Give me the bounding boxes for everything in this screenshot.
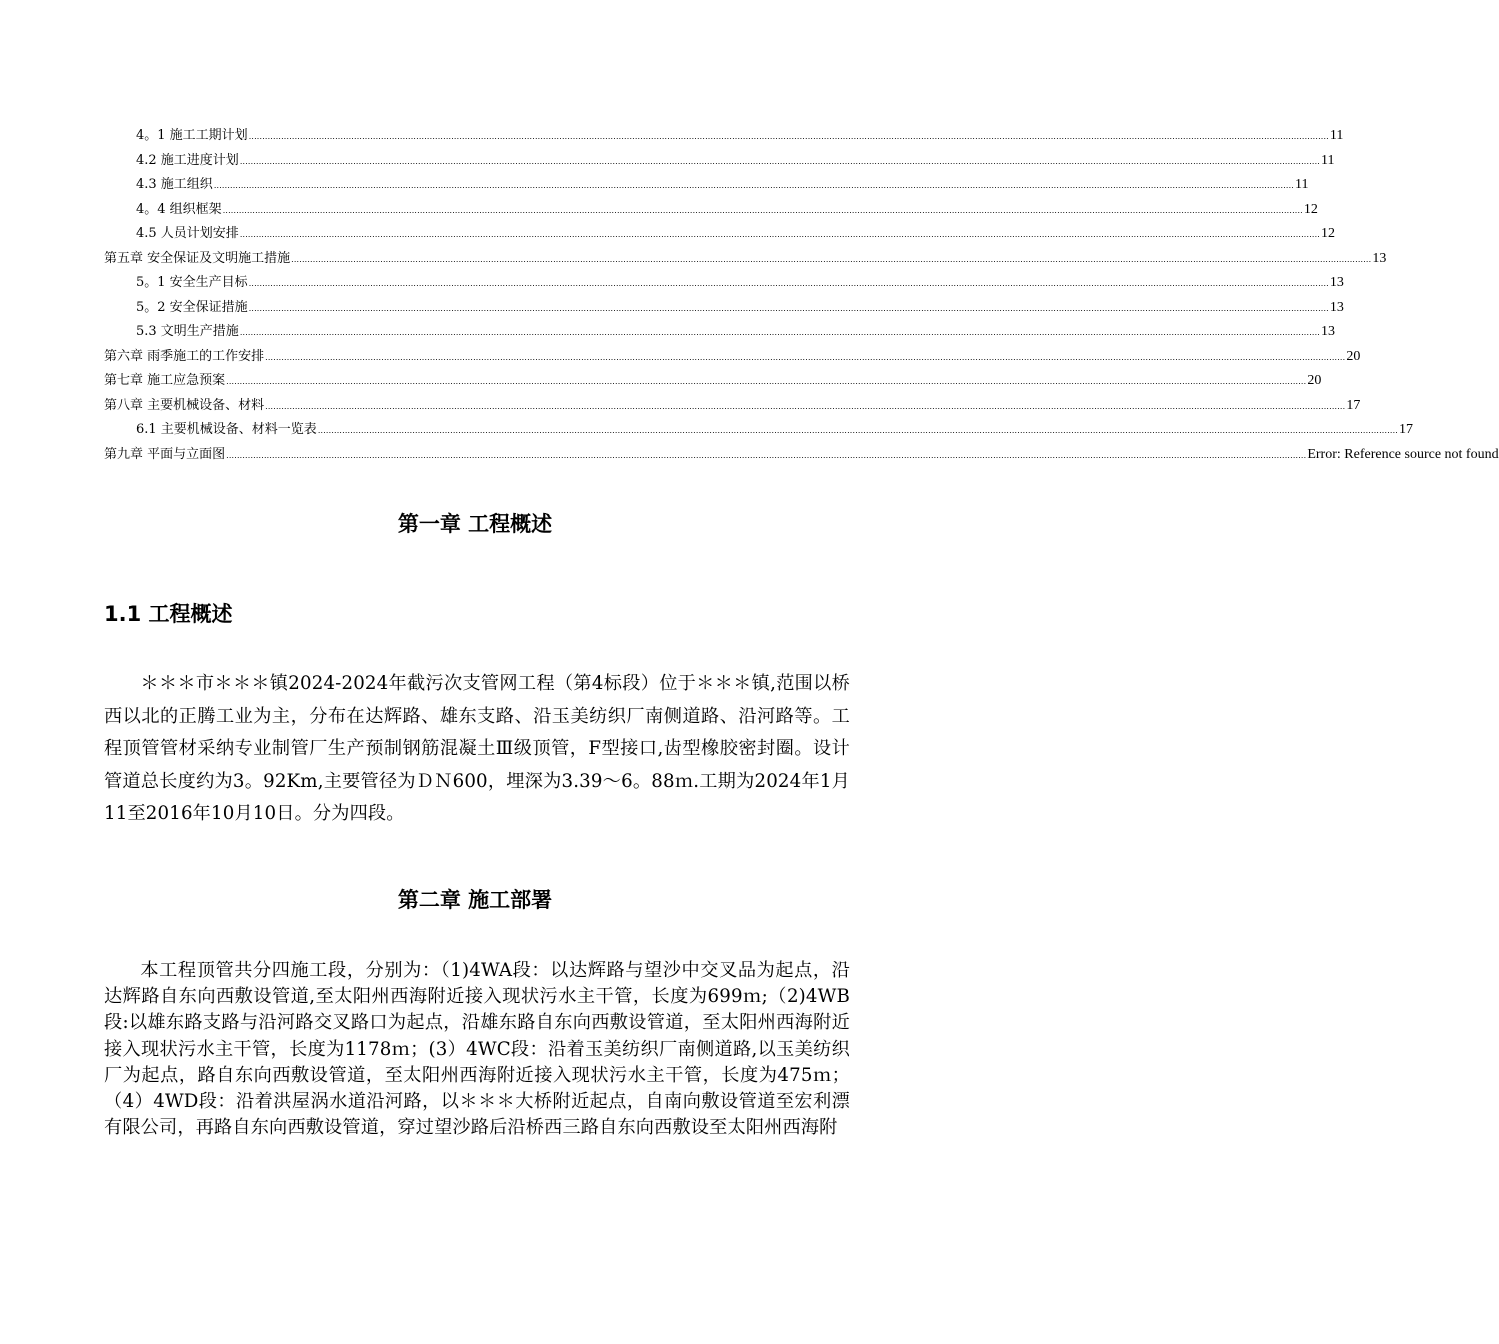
toc-entry-page: 13 <box>1321 324 1336 339</box>
toc-entry-title: 第九章 平面与立面图 <box>104 446 226 462</box>
toc-leader-dots: ................................................................................................................................................................................................................................................................................................................................................................................................................ <box>222 204 1303 215</box>
toc-entry-page: 12 <box>1303 201 1318 217</box>
toc-entry-title: 5。1 安全生产目标 <box>136 275 248 290</box>
toc-entry-title: 4。1 施工工期计划 <box>136 128 248 143</box>
toc-leader-dots: ................................................................................................................................................................................................................................................................................................................................................................................................................ <box>248 278 1329 288</box>
toc-entry-title: 4.5 人员计划安排 <box>136 226 239 241</box>
toc-entry[interactable] <box>104 247 1387 272</box>
toc-leader-dots: ................................................................................................................................................................................................................................................................................................................................................................................................................ <box>248 131 1329 141</box>
toc-entry[interactable] <box>104 124 1344 149</box>
toc-entry[interactable] <box>104 222 1336 247</box>
toc-entry-page: 11 <box>1295 177 1309 192</box>
toc-entry-page: Error: Reference source not found <box>1307 446 1499 462</box>
toc-entry-page: 11 <box>1321 152 1335 168</box>
toc-entry[interactable] <box>104 443 1499 468</box>
toc-entry[interactable] <box>104 271 1344 296</box>
toc-entry[interactable] <box>104 173 1309 198</box>
toc-entry[interactable] <box>104 418 1414 443</box>
toc-entry[interactable] <box>104 345 1361 370</box>
toc-entry[interactable] <box>104 320 1336 345</box>
toc-entry-title: 4。4 组织框架 <box>136 201 222 217</box>
toc-entry[interactable] <box>104 394 1361 419</box>
toc-entry-page: 12 <box>1321 226 1336 241</box>
toc-entry[interactable] <box>104 369 1322 394</box>
toc-leader-dots: ................................................................................................................................................................................................................................................................................................................................................................................................................ <box>291 253 1372 264</box>
toc-entry[interactable] <box>104 198 1318 223</box>
toc-entry-title: 5.3 文明生产措施 <box>136 324 239 339</box>
toc-leader-dots: ................................................................................................................................................................................................................................................................................................................................................................................................................ <box>213 180 1295 190</box>
toc-entry-title: 4.2 施工进度计划 <box>136 152 239 168</box>
project-overview-paragraph: ＊＊＊市＊＊＊镇2024-2024年截污次支管网工程（第4标段）位于＊＊＊镇,范围以桥西以北的正腾工业为主，分布在达辉路、雄东支路、沿玉美纺织厂南侧道路、沿河路等。工程顶管管材采纳专业制管厂生产预制钢筋混凝土Ⅲ级顶管，F型接口,齿型橡胶密封圈。设计管道总长度约为3。92Km,主要管径为ＤＮ600，埋深为3.39～6。88ｍ.工期为2024年1月11至2016年10月10日。分为四段。 <box>104 673 850 824</box>
toc-entry-title: 4.3 施工组织 <box>136 177 213 192</box>
chapter-1-heading: 第一章 工程概述 <box>397 512 553 536</box>
toc-entry[interactable] <box>104 149 1335 174</box>
construction-deployment-paragraph: 本工程顶管共分四施工段，分别为：（1)4WA段：以达辉路与望沙中交叉品为起点，沿达辉路自东向西敷设管道,至太阳州西海附近接入现状污水主干管，长度为699ｍ;（2)4WB段:以雄东路支路与沿河路交叉路口为起点，沿雄东路自东向西敷设管道，至太阳州西海附近接入现状污水主干管，长度为1178ｍ；(3）4WC段：沿着玉美纺织厂南侧道路,以玉美纺织厂为起点，路自东向西敷设管道，至太阳州西海附近接入现状污水主干管，长度为475ｍ；（4）4WD段：沿着洪屋涡水道沿河路，以＊＊＊大桥附近起点，自南向敷设管道至宏利漂有限公司，再路自东向西敷设管道，穿过望沙路后沿桥西三路自东向西敷设至太阳州西海附 <box>104 960 850 1139</box>
toc-entry-title: 6.1 主要机械设备、材料一览表 <box>136 422 317 437</box>
toc-leader-dots: ................................................................................................................................................................................................................................................................................................................................................................................................................ <box>265 351 1346 362</box>
toc-entry-page: 13 <box>1372 250 1387 266</box>
toc-entry-page: 11 <box>1329 128 1344 143</box>
toc-leader-dots: ................................................................................................................................................................................................................................................................................................................................................................................................................ <box>248 302 1329 313</box>
toc-entry[interactable] <box>104 296 1344 321</box>
toc-entry-page: 13 <box>1329 299 1344 315</box>
toc-entry-page: 17 <box>1346 397 1361 413</box>
toc-leader-dots: ................................................................................................................................................................................................................................................................................................................................................................................................................ <box>239 327 1321 337</box>
chapter-2-heading: 第二章 施工部署 <box>397 888 553 912</box>
toc-entry-title: 第七章 施工应急预案 <box>104 373 226 388</box>
toc-leader-dots: ................................................................................................................................................................................................................................................................................................................................................................................................................ <box>226 376 1307 386</box>
toc-entry-title: 5。2 安全保证措施 <box>136 299 248 315</box>
toc-leader-dots: ................................................................................................................................................................................................................................................................................................................................................................................................................ <box>226 449 1307 460</box>
toc-entry-page: 20 <box>1307 373 1322 388</box>
toc-entry-title: 第八章 主要机械设备、材料 <box>104 397 265 413</box>
table-of-contents <box>104 124 1499 467</box>
toc-entry-title: 第五章 安全保证及文明施工措施 <box>104 250 291 266</box>
toc-entry-title: 第六章 雨季施工的工作安排 <box>104 348 265 364</box>
toc-leader-dots: ................................................................................................................................................................................................................................................................................................................................................................................................................ <box>317 425 1399 435</box>
toc-entry-page: 20 <box>1346 348 1361 364</box>
toc-leader-dots: ................................................................................................................................................................................................................................................................................................................................................................................................................ <box>265 400 1346 411</box>
toc-entry-page: 13 <box>1329 275 1344 290</box>
toc-leader-dots: ................................................................................................................................................................................................................................................................................................................................................................................................................ <box>239 229 1321 239</box>
section-1-1-heading: 1.1 工程概述 <box>104 602 233 626</box>
toc-leader-dots: ................................................................................................................................................................................................................................................................................................................................................................................................................ <box>239 155 1321 166</box>
toc-entry-page: 17 <box>1399 422 1414 437</box>
